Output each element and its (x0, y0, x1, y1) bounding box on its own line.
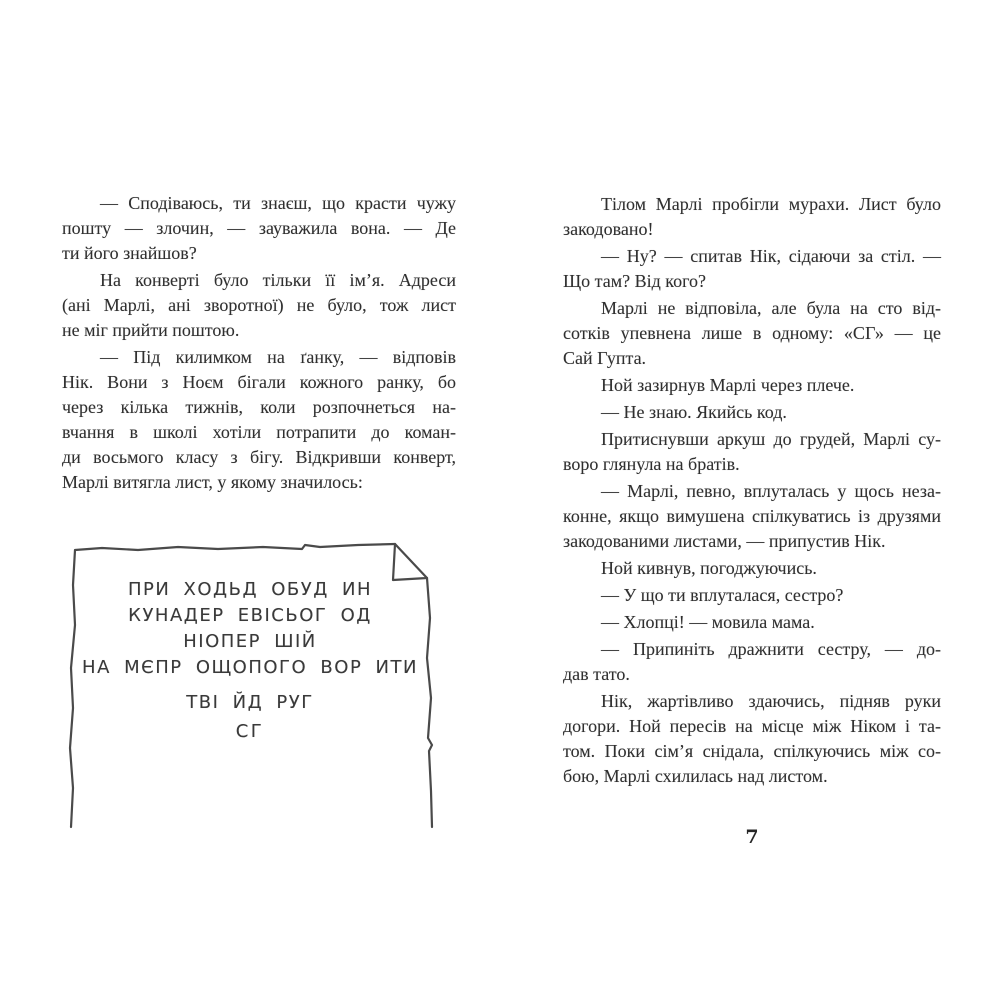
text-line: том. Поки сім’я снідала, спілкуючись між со- (563, 741, 941, 761)
text-line: ди восьмого класу з бігу. Відкривши конверт, (62, 447, 456, 467)
text-line: Марлі витягла лист, у якому значилось: (62, 472, 363, 492)
text-line: (ані Марлі, ані зворотної) не було, тож лист (62, 295, 456, 315)
page-number: 7 (745, 826, 759, 848)
coded-note-signature-line: ТВІ ЙД РУГ (186, 692, 314, 713)
text-line: Марлі не відповіла, але була на сто від- (601, 298, 941, 318)
text-line: Нік. Вони з Ноєм бігали кожного ранку, бо (62, 372, 456, 392)
paragraph (563, 400, 941, 425)
text-line: — Сподіваюсь, ти знаєш, що красти чужу (100, 193, 456, 213)
coded-note-line: КУНАДЕР ЕВІСЬОГ ОД (128, 605, 372, 626)
text-line: вчання в школі хотіли потрапити до коман- (62, 422, 456, 442)
text-line: закодовано! (563, 219, 654, 239)
paragraph (62, 268, 456, 343)
text-line: Тілом Марлі пробігли мурахи. Лист було (601, 194, 941, 214)
text-line: конне, якщо вимушена спілкуватись із друзями (563, 506, 941, 526)
text-line: Притиснувши аркуш до грудей, Марлі су- (601, 429, 941, 449)
text-line: Ной кивнув, погоджуючись. (601, 558, 817, 578)
text-line: Ной зазирнув Марлі через плече. (601, 375, 855, 395)
text-line: закодованими листами, — припустив Нік. (563, 531, 886, 551)
text-line: Нік, жартівливо здаючись, підняв руки (601, 691, 941, 711)
text-line: догори. Ной пересів на місце між Ніком і та- (563, 716, 941, 736)
paragraph (563, 427, 941, 477)
coded-note-line: НА МЄПР ОЩОПОГО ВОР ИТИ (82, 657, 418, 678)
coded-note-illustration (58, 533, 443, 838)
paragraph (563, 689, 941, 789)
right-page-text (563, 192, 941, 789)
note-folded-corner (393, 544, 427, 580)
paragraph (563, 244, 941, 294)
text-line: — Марлі, певно, вплуталась у щось неза- (601, 481, 941, 501)
note-paper-edge-right (427, 578, 432, 827)
paragraph (563, 637, 941, 687)
text-line: пошту — злочин, — зауважила вона. — Де (62, 218, 456, 238)
text-line: — Під килимком на ґанку, — відповів (100, 347, 456, 367)
text-line: — У що ти вплуталася, сестро? (601, 585, 844, 605)
paragraph (563, 192, 941, 242)
text-line: Що там? Від кого? (563, 271, 707, 291)
text-line: — Не знаю. Якийсь код. (601, 402, 787, 422)
paragraph (563, 296, 941, 371)
text-line: сотків упевнена лише в одному: «СГ» — це (563, 323, 941, 343)
paragraph (563, 583, 941, 608)
text-line: — Припиніть дражнити сестру, — до- (601, 639, 941, 659)
text-line: — Ну? — спитав Нік, сідаючи за стіл. — (601, 246, 941, 266)
coded-note-initials: СГ (235, 721, 265, 742)
paragraph (563, 556, 941, 581)
paragraph (563, 610, 941, 635)
coded-note-text (76, 577, 424, 745)
text-line: ти його знайшов? (62, 243, 197, 263)
text-line: бою, Марлі схилилась над листом. (563, 766, 828, 786)
text-line: — Хлопці! — мовила мама. (601, 612, 815, 632)
text-line: воро глянула на братів. (563, 454, 740, 474)
paragraph (62, 345, 456, 495)
text-line: На конверті було тільки її ім’я. Адреси (100, 270, 456, 290)
text-line: Сай Гупта. (563, 348, 647, 368)
paragraph (62, 191, 456, 266)
coded-note-line: ПРИ ХОДЬД ОБУД ИН (127, 579, 373, 600)
coded-note-line: НІОПЕР ШІЙ (183, 631, 317, 652)
paragraph (563, 479, 941, 554)
text-line: дав тато. (563, 664, 630, 684)
paragraph (563, 373, 941, 398)
text-line: не міг прийти поштою. (62, 320, 240, 340)
left-page-text (62, 191, 456, 495)
text-line: через кілька тижнів, коли розпочнеться на- (62, 397, 456, 417)
